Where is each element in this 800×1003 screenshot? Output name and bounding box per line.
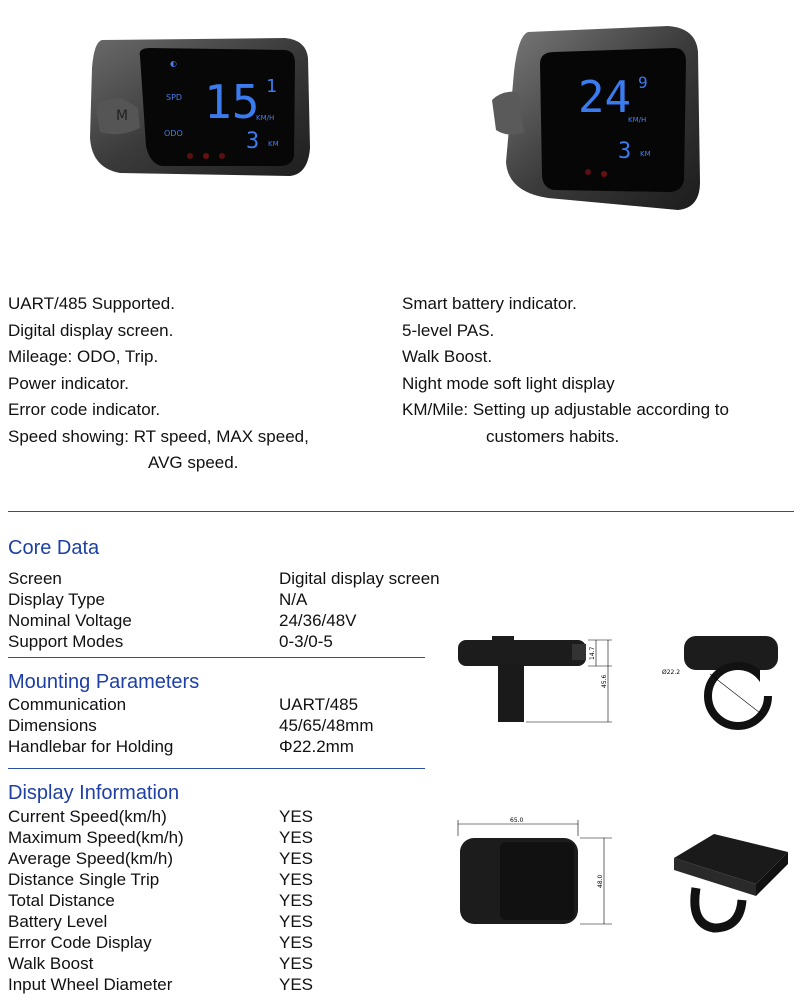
spec-key: Display Type [8, 590, 106, 609]
spec-key: Handlebar for Holding [8, 737, 174, 756]
drawing-side-view [452, 628, 622, 728]
spec-value: YES [279, 891, 314, 910]
dim-height-top: 14.7 [589, 646, 596, 660]
spec-value: 0-3/0-5 [279, 632, 333, 651]
spec-value: YES [279, 828, 314, 847]
spec-key: Dimensions [8, 716, 97, 735]
drawing-perspective-view [660, 828, 790, 938]
m-button-label: M [116, 108, 129, 124]
speed-fraction-angled: 9 [638, 73, 648, 92]
spec-key: Maximum Speed(km/h) [8, 828, 184, 847]
spec-key: Communication [8, 695, 127, 714]
spec-value: YES [279, 912, 314, 931]
spec-value: N/A [279, 590, 308, 609]
feature-item: UART/485 Supported. [8, 294, 175, 313]
speed-unit: KM/H [256, 114, 275, 122]
feature-item: KM/Mile: Setting up adjustable according to [402, 400, 729, 419]
spec-key: Distance Single Trip [8, 870, 160, 889]
feature-item: Mileage: ODO, Trip. [8, 347, 159, 366]
spec-value: YES [279, 975, 314, 994]
spec-value: 24/36/48V [279, 611, 357, 630]
feature-item: Night mode soft light display [402, 373, 615, 393]
trip-readout: 3 [246, 129, 260, 154]
trip-unit-angled: KM [640, 150, 651, 158]
spec-value: YES [279, 849, 314, 868]
spec-value: UART/485 [279, 695, 359, 714]
display-info-title: Display Information [8, 782, 180, 804]
section-divider [8, 511, 794, 512]
feature-item: 5-level PAS. [402, 320, 495, 340]
feature-item: AVG speed. [148, 453, 239, 472]
drawing-clamp-view [660, 630, 790, 730]
product-photo-angled [488, 12, 718, 212]
spec-key: Walk Boost [8, 954, 94, 973]
odo-label: ODO [164, 129, 183, 138]
spec-key: Support Modes [8, 632, 124, 651]
spec-value: YES [279, 870, 314, 889]
dim-diameter: Ø22.2 [662, 669, 681, 676]
mounting-title: Mounting Parameters [8, 671, 200, 693]
spec-key: Average Speed(km/h) [8, 849, 174, 868]
speed-fraction: 1 [266, 76, 277, 97]
spec-key: Error Code Display [8, 933, 152, 952]
trip-readout-angled: 3 [618, 139, 632, 164]
spec-key: Current Speed(km/h) [8, 807, 167, 826]
feature-item: customers habits. [486, 426, 620, 446]
speed-readout: 15 [204, 75, 260, 129]
feature-list-left [8, 291, 309, 477]
spd-label: SPD [166, 93, 183, 102]
feature-item: Power indicator. [8, 373, 129, 393]
spec-value: 45/65/48mm [279, 716, 374, 735]
spec-value: Φ22.2mm [279, 737, 354, 756]
speed-unit-angled: KM/H [628, 116, 647, 124]
section-divider [8, 768, 425, 769]
section-divider [8, 657, 425, 658]
spec-value: YES [279, 954, 314, 973]
feature-item: Error code indicator. [8, 400, 161, 419]
feature-item: Digital display screen. [8, 320, 174, 340]
drawing-top-view [452, 812, 622, 932]
spec-value: YES [279, 933, 314, 952]
spec-value: Digital display screen [279, 569, 440, 588]
spec-key: Nominal Voltage [8, 611, 132, 630]
spec-key: Battery Level [8, 912, 108, 931]
feature-item: Speed showing: RT speed, MAX speed, [8, 426, 309, 446]
spec-key: Screen [8, 569, 62, 588]
spec-value: YES [279, 807, 314, 826]
feature-item: Smart battery indicator. [402, 294, 577, 313]
core-data-title: Core Data [8, 537, 100, 559]
feature-item: Walk Boost. [402, 347, 493, 366]
trip-unit: KM [268, 140, 279, 148]
battery-icon: ◐ [170, 59, 177, 68]
dim-depth: 48.0 [597, 874, 604, 888]
spec-key: Input Wheel Diameter [8, 975, 173, 994]
feature-list-right [402, 291, 729, 450]
dim-height-total: 45.6 [601, 674, 608, 688]
speed-readout-angled: 24 [578, 72, 631, 123]
spec-key: Total Distance [8, 891, 115, 910]
dim-width: 65.0 [510, 817, 524, 824]
product-photo-front [80, 28, 320, 188]
